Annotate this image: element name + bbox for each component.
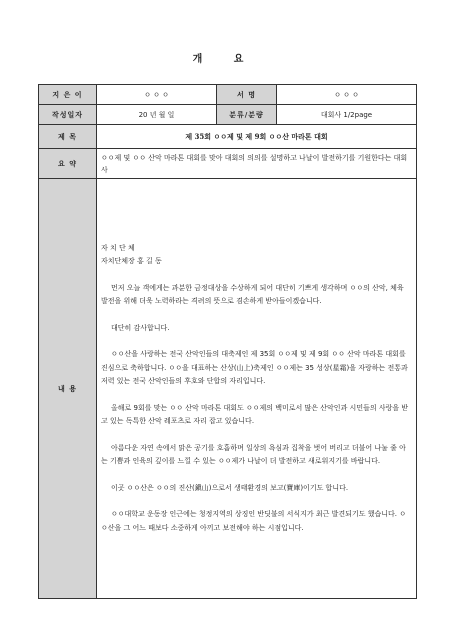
content-paragraph-5: 아름다운 자연 속에서 맑은 공기를 호흡하며 일상의 욕심과 집착을 벗어 버리고 더불어 나눌 줄 아는 기쁨과 인육의 깊이를 느낄 수 있는 ㅇㅇ제가 나날이 더 발전하고 새로워지기를 바랍니다. [101, 443, 406, 466]
content-paragraph-7: ㅇㅇ대학교 운동장 인근에는 청정지역의 상징인 반딧불의 서식지가 최근 발견되기도 했습니다. ㅇㅇ산을 그 어느 때보다 소중하게 아끼고 보전해야 하는 시점입니다. [101, 510, 406, 532]
content-paragraph-2: 대단히 감사합니다. [111, 323, 170, 332]
subject-value: 제 35회 ㅇㅇ제 및 제 9회 ㅇㅇ산 마라톤 대회 [97, 125, 417, 149]
signer-value: ㅇ ㅇ ㅇ [277, 85, 417, 105]
document-form-table [38, 84, 417, 599]
content-head-line: 자치단체장 홍 길 동 [101, 257, 162, 266]
page-title: 개 요 [192, 54, 258, 65]
content-body [97, 179, 417, 599]
category-value: 대회사 1/2page [277, 105, 417, 125]
writer-label: 지 은 이 [39, 85, 97, 105]
subject-label: 제 목 [39, 125, 97, 149]
date-row [39, 105, 417, 125]
content-paragraph-1: 먼저 오늘 객에게는 과분한 금정대상을 수상하게 되어 대단히 기쁘게 생각하며 ㅇㅇ의 산악, 체육 발전을 위해 더욱 노력하라는 격려의 뜻으로 겸손하게 받아들이겠습니다. [101, 283, 404, 306]
signer-label: 서 명 [217, 85, 277, 105]
subject-row [39, 125, 417, 149]
content-label: 내 용 [39, 179, 97, 599]
summary-row [39, 149, 417, 179]
content-paragraph-3: ㅇㅇ산을 사랑하는 전국 산악인들의 대축제인 제 35회 ㅇㅇ제 및 제 9회 ㅇㅇ 산악 마라톤 대회를 진심으로 축하합니다. ㅇㅇ을 대표하는 산상(山上)축제인 ㅇㅇ제는 35 성상(星霜)을 자랑하는 전통과 저력 있는 전국 산악인들의 후호와 단합의 자리입니다. [101, 350, 408, 386]
content-paragraph-6: 이곳 ㅇㅇ산은 ㅇㅇ의 진산(鎭山)으로서 생태환경의 보고(寶庫)이기도 합니다. [111, 483, 349, 492]
writer-value: ㅇ ㅇ ㅇ [97, 85, 217, 105]
content-org-line: 자 치 단 체 [101, 243, 135, 252]
summary-label: 요 약 [39, 149, 97, 179]
date-label: 작성일자 [39, 105, 97, 125]
content-row [39, 179, 417, 599]
content-paragraph-4: 올해로 9회를 맞는 ㅇㅇ 산악 마라톤 대회도 ㅇㅇ제의 백미로서 많은 산악인과 시민들의 사랑을 받고 있는 독특한 산악 레포츠로 자리 잡고 있습니다. [101, 403, 409, 426]
summary-value: ㅇㅇ제 및 ㅇㅇ 산악 마라톤 대회를 맞아 대회의 의의를 설명하고 나날이 발전하기를 기원한다는 대회사 [97, 149, 417, 179]
category-label: 분류/분량 [217, 105, 277, 125]
date-value: 20 년 월 일 [97, 105, 217, 125]
writer-row [39, 85, 417, 105]
